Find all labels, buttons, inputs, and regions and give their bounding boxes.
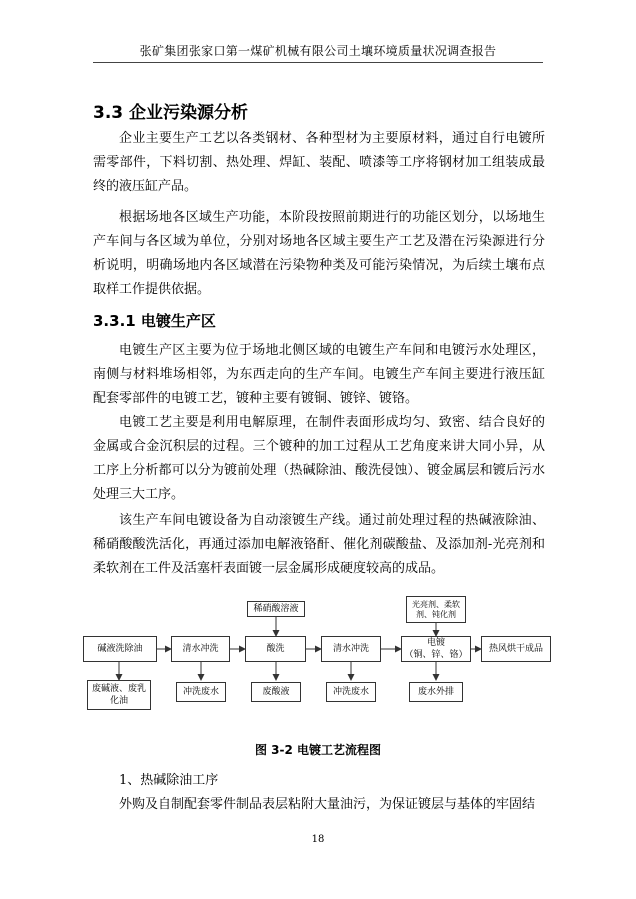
paragraph-4: 电镀工艺主要是利用电解原理，在制件表面形成均匀、致密、结合良好的金属或合金沉积层的过程。三个镀种的加工过程从工艺角度来讲大同小异，从工序上分析都可以分为镀前处理（热碱除油、酸洗侵蚀）、镀金属层和镀后污水处理三大工序。 bbox=[93, 415, 545, 502]
output-waste-alkali: 废碱液、废乳化油 bbox=[87, 680, 151, 710]
step-electroplating bbox=[401, 636, 471, 662]
paragraph-3: 电镀生产区主要为位于场地北侧区域的电镀生产车间和电镀污水处理区，南侧与材料堆场相邻，为东西走向的生产车间。电镀生产车间主要进行液压缸配套零部件的电镀工艺，镀种主要有镀铜、镀锌、镀铬。 bbox=[93, 343, 545, 406]
output-rinse-water-1: 冲洗废水 bbox=[176, 682, 226, 702]
step-hot-air-dry: 热风烘干成品 bbox=[481, 636, 551, 662]
paragraph-2: 根据场地各区域生产功能，本阶段按照前期进行的功能区划分，以场地生产车间与各区域为单位，分别对场地各区域主要生产工艺及潜在污染源进行分析说明，明确场地内各区域潜在污染物种类及可能污染情况，为后续土壤布点取样工作提供依据。 bbox=[93, 210, 545, 297]
paragraph-6: 外购及自制配套零件制品表层粘附大量油污，为保证镀层与基体的牢固结 bbox=[119, 797, 536, 812]
step-electroplating-sub: （铜、锌、铬） bbox=[404, 650, 468, 660]
output-waste-acid: 废酸液 bbox=[251, 682, 301, 702]
input-plating-additives: 光亮剂、柔软剂、钝化剂 bbox=[406, 596, 466, 623]
subsection-heading: 3.3.1 电镀生产区 bbox=[93, 312, 216, 330]
output-wastewater-discharge: 废水外排 bbox=[409, 682, 463, 702]
list-item-degrease: 1、热碱除油工序 bbox=[119, 773, 219, 788]
output-rinse-water-2: 冲洗废水 bbox=[326, 682, 376, 702]
input-dilute-nitric-acid: 稀硝酸溶液 bbox=[247, 601, 305, 617]
paragraph-1: 企业主要生产工艺以各类钢材、各种型材为主要原材料，通过自行电镀所需零部件，下料切割、热处理、焊缸、装配、喷漆等工序将钢材加工组装成最终的液压缸产品。 bbox=[93, 131, 545, 194]
section-heading: 3.3 企业污染源分析 bbox=[93, 103, 249, 123]
header-rule bbox=[93, 62, 543, 63]
step-electroplating-label: 电镀 bbox=[426, 638, 445, 648]
electroplating-flowchart bbox=[83, 590, 553, 730]
page-header: 张矿集团张家口第一煤矿机械有限公司土壤环境质量状况调查报告 bbox=[139, 44, 497, 58]
figure-caption: 图 3-2 电镀工艺流程图 bbox=[254, 743, 382, 757]
page-number: 18 bbox=[311, 834, 325, 845]
step-rinse-1: 清水冲洗 bbox=[171, 636, 230, 662]
step-rinse-2: 清水冲洗 bbox=[321, 636, 381, 662]
step-acid-wash: 酸洗 bbox=[245, 636, 306, 662]
step-alkali-degrease: 碱液洗除油 bbox=[83, 636, 157, 662]
paragraph-5: 该生产车间电镀设备为自动滚镀生产线。通过前处理过程的热碱液除油、稀硝酸酸洗活化，再通过添加电解液铬酐、催化剂碳酸盐、及添加剂-光亮剂和柔软剂在工件及活塞杆表面镀一层金属形成硬度较高的成品。 bbox=[93, 513, 545, 576]
